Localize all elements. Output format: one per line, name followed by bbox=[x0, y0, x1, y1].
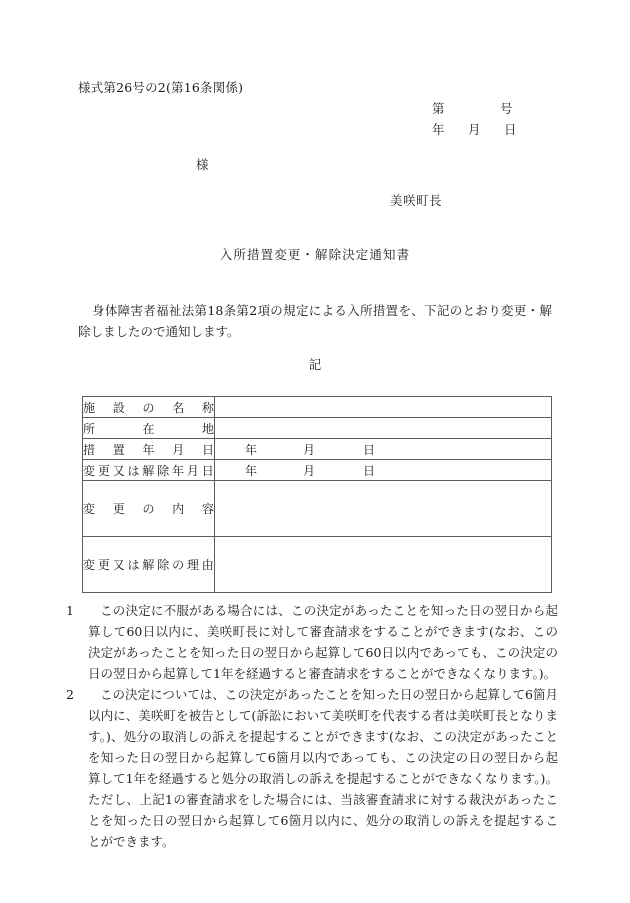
issuer-name: 美咲町長 bbox=[390, 193, 443, 208]
table-row-address bbox=[83, 418, 552, 439]
label-char: 解 bbox=[142, 558, 155, 572]
label-char: 更 bbox=[112, 502, 125, 516]
label-char: 名 bbox=[172, 400, 185, 415]
document-date-month: 月 bbox=[468, 122, 481, 137]
form-number: 様式第26号の2(第16条関係) bbox=[78, 80, 244, 95]
row-label-measure-date bbox=[83, 439, 215, 460]
label-chars bbox=[83, 399, 214, 416]
document-date-day: 日 bbox=[504, 122, 517, 137]
ki-mark: 記 bbox=[308, 357, 322, 372]
date-day-mark: 日 bbox=[363, 463, 376, 478]
body-paragraph: 身体障害者福祉法第18条第2項の規定による入所措置を、下記のとおり変更・解除しましたので通知します。 bbox=[78, 303, 552, 339]
label-char: 更 bbox=[97, 558, 111, 572]
row-label-change-reason bbox=[83, 537, 215, 593]
label-chars bbox=[83, 462, 214, 479]
label-char: 日 bbox=[201, 442, 214, 457]
note-item bbox=[62, 600, 558, 684]
row-label-facility-name bbox=[83, 397, 215, 418]
label-chars bbox=[83, 500, 214, 517]
note-text: この決定に不服がある場合には、この決定があったことを知った日の翌日から起算して60日以内に、美咲町長に対して審査請求をすることができます(なお、この決定があったことを知った日の翌日から起算して60日以内であっても、この決定の日の翌日から起算して1年を経過すると審査請求をすることができなくなります。)。 bbox=[88, 603, 558, 681]
label-char: 除 bbox=[157, 558, 170, 572]
document-number-prefix: 第 bbox=[432, 101, 445, 116]
table-row-change-content bbox=[83, 481, 552, 537]
label-char: 変 bbox=[83, 502, 96, 516]
document-title: 入所措置変更・解除決定通知書 bbox=[219, 247, 411, 262]
row-value-change-content[interactable] bbox=[215, 481, 552, 537]
label-char: 変 bbox=[83, 558, 96, 572]
row-value-measure-date[interactable] bbox=[215, 439, 552, 460]
label-char: の bbox=[172, 558, 185, 572]
label-char: 由 bbox=[201, 558, 214, 572]
label-chars bbox=[83, 441, 214, 458]
label-char: は bbox=[127, 463, 140, 478]
table-row-change-reason bbox=[83, 537, 552, 593]
measure-details-table bbox=[82, 396, 552, 593]
label-char: 月 bbox=[186, 463, 200, 478]
table-row-facility-name bbox=[83, 397, 552, 418]
label-char: の bbox=[142, 400, 155, 415]
label-chars bbox=[83, 420, 214, 437]
label-char: 施 bbox=[83, 400, 96, 415]
date-month-mark: 月 bbox=[303, 463, 316, 478]
note-number: 1 bbox=[66, 603, 74, 618]
label-char: 更 bbox=[97, 463, 111, 478]
row-label-change-date bbox=[83, 460, 215, 481]
label-char: 又 bbox=[112, 558, 125, 572]
label-char: 年 bbox=[172, 463, 185, 478]
label-char: 内 bbox=[172, 502, 185, 516]
label-char: 又 bbox=[112, 463, 125, 478]
label-char: 解 bbox=[142, 463, 155, 478]
label-char: 置 bbox=[112, 442, 125, 457]
label-char: 措 bbox=[83, 442, 96, 457]
label-char: 在 bbox=[142, 421, 155, 436]
row-value-facility-name[interactable] bbox=[215, 397, 552, 418]
addressee-honorific: 様 bbox=[196, 157, 209, 172]
label-chars bbox=[83, 556, 214, 573]
date-placeholder bbox=[215, 462, 551, 479]
table-row-measure-date bbox=[83, 439, 552, 460]
row-value-change-reason[interactable] bbox=[215, 537, 552, 593]
label-char: の bbox=[142, 502, 155, 516]
note-item bbox=[62, 684, 558, 852]
document-number-line bbox=[432, 99, 513, 117]
label-char: 地 bbox=[201, 421, 214, 436]
date-month-mark: 月 bbox=[303, 442, 316, 457]
date-year-mark: 年 bbox=[245, 442, 258, 457]
notes-section bbox=[62, 600, 558, 852]
document-date-line bbox=[432, 120, 517, 138]
label-char: 容 bbox=[201, 502, 214, 516]
label-char: 除 bbox=[157, 463, 170, 478]
date-placeholder bbox=[215, 441, 551, 458]
label-char: 所 bbox=[83, 421, 96, 436]
row-value-address[interactable] bbox=[215, 418, 552, 439]
label-char: 変 bbox=[83, 463, 96, 478]
label-char: 理 bbox=[186, 558, 200, 572]
date-day-mark: 日 bbox=[363, 442, 376, 457]
document-date-year: 年 bbox=[432, 122, 445, 137]
label-char: 日 bbox=[201, 463, 214, 478]
table-body bbox=[83, 397, 552, 593]
label-char: 称 bbox=[201, 400, 214, 415]
label-char: 月 bbox=[172, 442, 185, 457]
row-value-change-date[interactable] bbox=[215, 460, 552, 481]
label-char: 設 bbox=[112, 400, 125, 415]
row-label-change-content bbox=[83, 481, 215, 537]
note-text: この決定については、この決定があったことを知った日の翌日から起算して6箇月以内に、美咲町を被告として(訴訟において美咲町を代表する者は美咲町長となります。)、処分の取消しの訴えを提起することができます(なお、この決定があったことを知った日の翌日から起算して6箇月以内であっても、この決定の日の翌日から起算して1年を経過すると処分の取消しの訴えを提起することができなくなります。)。ただし、上記1の審査請求をした場合には、当該審査請求に対する裁決があったことを知った日の翌日から起算して6箇月以内に、処分の取消しの訴えを提起することができます。 bbox=[88, 687, 558, 849]
document-number-suffix: 号 bbox=[500, 101, 513, 116]
note-number: 2 bbox=[66, 687, 74, 702]
table-row-change-date bbox=[83, 460, 552, 481]
date-year-mark: 年 bbox=[245, 463, 258, 478]
row-label-address bbox=[83, 418, 215, 439]
label-char: 年 bbox=[142, 442, 155, 457]
label-char: は bbox=[127, 558, 140, 572]
